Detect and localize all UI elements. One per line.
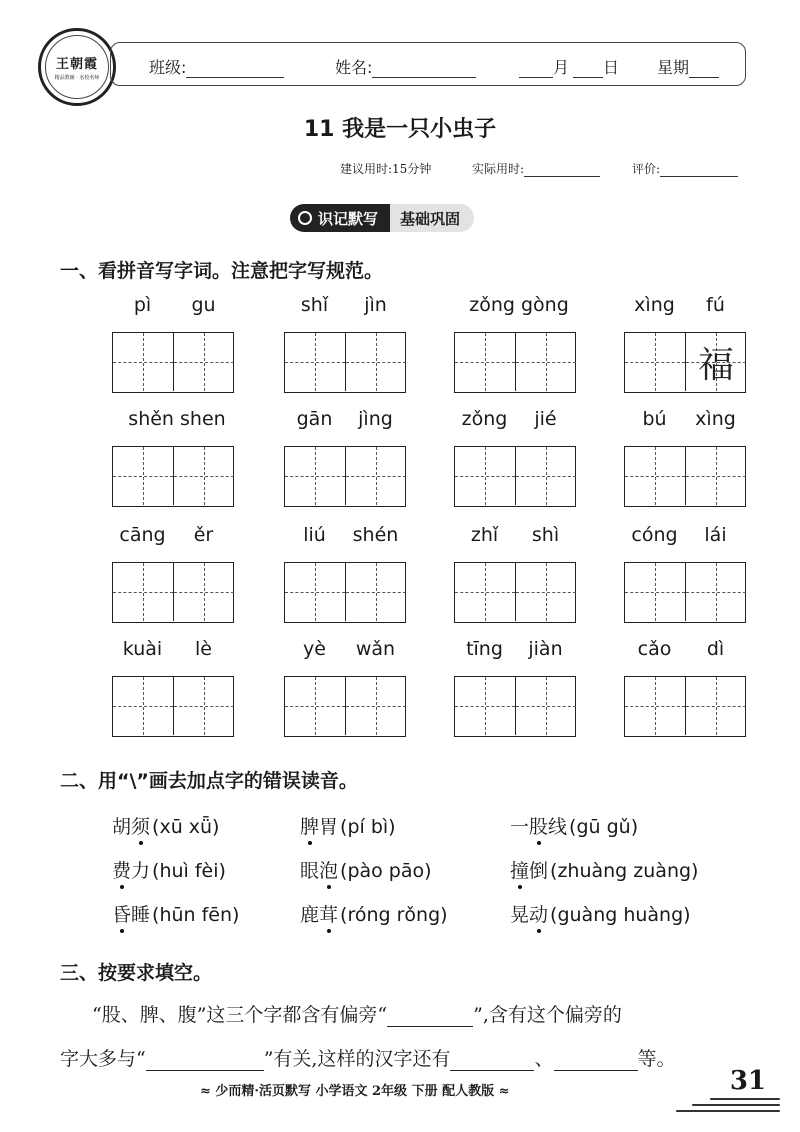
word-character: 线 xyxy=(548,816,568,838)
writing-box[interactable] xyxy=(284,332,406,393)
pinyin-label: lè xyxy=(195,638,212,660)
writing-box[interactable] xyxy=(284,676,406,737)
pronunciation-item xyxy=(300,900,448,927)
pinyin-options[interactable]: (xū xǖ) xyxy=(152,816,220,838)
dotted-character: 费 xyxy=(112,856,131,883)
tian-ge-cell[interactable] xyxy=(455,563,516,621)
tian-ge-cell[interactable] xyxy=(346,677,406,735)
pronunciation-item xyxy=(510,856,698,883)
pinyin-label: shǐ xyxy=(300,294,329,316)
q3-text-2d: 等。 xyxy=(637,1048,676,1070)
footer-wave xyxy=(676,1110,780,1112)
word-character: 晃 xyxy=(510,904,530,926)
pronunciation-item xyxy=(112,856,226,883)
pinyin-label: fú xyxy=(706,294,725,316)
pinyin-label: wǎn xyxy=(355,638,396,660)
pinyin-label: zhǐ xyxy=(470,524,499,546)
pronunciation-item xyxy=(112,900,239,927)
word-character: 鹿 xyxy=(300,904,320,926)
writing-box[interactable] xyxy=(454,676,576,737)
pinyin-options[interactable]: (zhuàng zuàng) xyxy=(550,860,699,882)
example-blank-1[interactable] xyxy=(450,1052,534,1071)
q3-text-1a: “股、脾、腹”这三个字都含有偏旁“ xyxy=(92,1004,388,1026)
writing-box[interactable] xyxy=(112,332,234,393)
tian-ge-cell[interactable] xyxy=(686,563,746,621)
month-label: 月 xyxy=(553,58,570,77)
tian-ge-cell[interactable] xyxy=(346,563,406,621)
tian-ge-cell[interactable] xyxy=(625,677,686,735)
pinyin-options[interactable]: (guàng huàng) xyxy=(550,904,691,926)
pinyin-label: shén xyxy=(352,524,399,546)
footer-wave xyxy=(692,1104,780,1106)
writing-box[interactable] xyxy=(112,562,234,623)
writing-box[interactable] xyxy=(454,446,576,507)
tian-ge-cell[interactable] xyxy=(625,333,686,391)
date-field[interactable] xyxy=(519,55,619,78)
writing-box[interactable] xyxy=(454,562,576,623)
tian-ge-cell[interactable] xyxy=(516,677,576,735)
tian-ge-cell[interactable] xyxy=(516,447,576,505)
class-field[interactable] xyxy=(149,55,284,78)
weekday-field[interactable] xyxy=(657,55,719,78)
pinyin-options[interactable]: (gū gǔ) xyxy=(569,816,639,838)
q3-line-2 xyxy=(60,1044,676,1071)
pinyin-label: yè xyxy=(303,638,326,660)
pinyin-options[interactable]: (róng rǒng) xyxy=(340,904,448,926)
tian-ge-cell[interactable] xyxy=(174,333,234,391)
pinyin-label: shěn shen xyxy=(128,408,226,430)
pill-dark-label: 识记默写 xyxy=(318,209,379,228)
q3-text-1b: ”,含有这个偏旁的 xyxy=(473,1004,622,1026)
actual-time-label: 实际用时: xyxy=(472,162,525,176)
radical-blank[interactable] xyxy=(387,1008,473,1027)
pinyin-options[interactable]: (huì fèi) xyxy=(152,860,226,882)
pinyin-label: jìng xyxy=(358,408,393,430)
pinyin-options[interactable]: (hūn fēn) xyxy=(152,904,240,926)
q3-text-2a: 字大多与“ xyxy=(60,1048,146,1070)
sample-character: 福 xyxy=(697,344,734,386)
pinyin-label: liú xyxy=(303,524,326,546)
tian-ge-cell[interactable] xyxy=(625,563,686,621)
tian-ge-cell[interactable] xyxy=(686,677,746,735)
pinyin-label: xìng xyxy=(634,294,675,316)
pinyin-label: zǒng gòng xyxy=(469,294,569,316)
tian-ge-cell[interactable] xyxy=(174,677,234,735)
class-label: 班级: xyxy=(149,58,187,77)
pinyin-options[interactable]: (pí bì) xyxy=(340,816,396,838)
tian-ge-cell[interactable] xyxy=(113,563,174,621)
writing-box[interactable] xyxy=(624,676,746,737)
writing-box[interactable] xyxy=(112,676,234,737)
meaning-blank[interactable] xyxy=(146,1052,264,1071)
logo-subtitle: 精品教辅 · 名校名师 xyxy=(54,75,100,81)
writing-box[interactable] xyxy=(112,446,234,507)
pronunciation-item xyxy=(300,812,396,839)
lesson-title: 11 我是一只小虫子 xyxy=(303,117,497,142)
tian-ge-cell[interactable] xyxy=(625,447,686,505)
name-label: 姓名: xyxy=(335,58,373,77)
word-character: 胃 xyxy=(319,816,339,838)
q3-heading: 三、按要求填空。 xyxy=(60,962,213,984)
suggested-time: 建议用时:15分钟 xyxy=(340,162,432,176)
tian-ge-cell[interactable] xyxy=(174,447,234,505)
dotted-character: 茸 xyxy=(319,900,338,927)
page-number: 31 xyxy=(729,1066,766,1096)
pinyin-label: lái xyxy=(704,524,727,546)
tian-ge-cell[interactable] xyxy=(113,677,174,735)
tian-ge-cell[interactable] xyxy=(455,333,516,391)
pronunciation-item xyxy=(300,856,432,883)
pinyin-options[interactable]: (pào pāo) xyxy=(340,860,432,882)
footer-wave xyxy=(710,1098,780,1100)
pronunciation-item xyxy=(510,812,638,839)
dotted-character: 昏 xyxy=(112,900,131,927)
pinyin-label: pì xyxy=(133,294,152,316)
dotted-character: 撞 xyxy=(510,856,529,883)
writing-box[interactable] xyxy=(624,562,746,623)
pronunciation-item xyxy=(112,812,219,839)
tian-ge-cell[interactable] xyxy=(686,333,746,391)
writing-box[interactable] xyxy=(284,446,406,507)
dotted-character: 股 xyxy=(529,812,548,839)
pinyin-label: gu xyxy=(191,294,216,316)
pinyin-label: cóng xyxy=(631,524,678,546)
q3-line-1 xyxy=(92,1000,622,1027)
tian-ge-cell[interactable] xyxy=(174,563,234,621)
pinyin-label: zǒng xyxy=(461,408,508,430)
section-pill xyxy=(290,204,474,232)
tian-ge-cell[interactable] xyxy=(113,447,174,505)
footer-text: ≈ 少而精·活页默写 小学语文 2年级 下册 配人教版 ≈ xyxy=(200,1084,510,1099)
pinyin-label: xìng xyxy=(695,408,736,430)
pinyin-label: jié xyxy=(534,408,557,430)
pinyin-label: jiàn xyxy=(528,638,563,660)
pronunciation-item xyxy=(510,900,691,927)
word-character: 倒 xyxy=(529,860,549,882)
pinyin-label: cāng xyxy=(119,524,166,546)
tian-ge-cell[interactable] xyxy=(113,333,174,391)
tian-ge-cell[interactable] xyxy=(285,563,346,621)
q1-heading: 一、看拼音写字词。注意把字写规范。 xyxy=(60,260,384,282)
dotted-character: 泡 xyxy=(319,856,338,883)
word-character: 睡 xyxy=(131,904,151,926)
pinyin-label: ěr xyxy=(193,524,214,546)
pinyin-label: tīng xyxy=(466,638,503,660)
example-blank-2[interactable] xyxy=(554,1052,638,1071)
tian-ge-cell[interactable] xyxy=(455,447,516,505)
writing-box[interactable] xyxy=(624,332,746,393)
word-character: 一 xyxy=(510,816,530,838)
dotted-character: 须 xyxy=(131,812,150,839)
tian-ge-cell[interactable] xyxy=(285,447,346,505)
q2-heading: 二、用“\”画去加点字的错误读音。 xyxy=(60,770,358,792)
tian-ge-cell[interactable] xyxy=(686,447,746,505)
q3-text-2c: 、 xyxy=(534,1048,554,1070)
word-character: 力 xyxy=(131,860,151,882)
dotted-character: 动 xyxy=(529,900,548,927)
tian-ge-cell[interactable] xyxy=(346,447,406,505)
tian-ge-cell[interactable] xyxy=(516,333,576,391)
tian-ge-cell[interactable] xyxy=(285,333,346,391)
writing-box[interactable] xyxy=(454,332,576,393)
word-character: 眼 xyxy=(300,860,320,882)
publisher-logo xyxy=(38,28,116,106)
dotted-character: 脾 xyxy=(300,812,319,839)
pinyin-label: jìn xyxy=(364,294,387,316)
pinyin-label: shì xyxy=(531,524,560,546)
word-character: 胡 xyxy=(112,816,132,838)
pinyin-label: gān xyxy=(296,408,333,430)
pinyin-label: cǎo xyxy=(637,638,672,660)
tian-ge-cell[interactable] xyxy=(346,333,406,391)
student-info-bar xyxy=(110,42,746,86)
weekday-label: 星期 xyxy=(657,58,690,77)
actual-time-field[interactable] xyxy=(472,160,600,177)
tian-ge-cell[interactable] xyxy=(285,677,346,735)
trophy-icon xyxy=(298,211,312,225)
q3-text-2b: ”有关,这样的汉字还有 xyxy=(263,1048,451,1070)
pinyin-label: kuài xyxy=(122,638,163,660)
writing-box[interactable] xyxy=(624,446,746,507)
pill-light-label: 基础巩固 xyxy=(400,209,461,228)
name-field[interactable] xyxy=(335,55,476,78)
tian-ge-cell[interactable] xyxy=(516,563,576,621)
pinyin-label: bú xyxy=(642,408,667,430)
rating-label: 评价: xyxy=(632,162,661,176)
rating-field[interactable] xyxy=(632,160,738,177)
logo-brand: 王朝霞 xyxy=(55,57,98,72)
tian-ge-cell[interactable] xyxy=(455,677,516,735)
writing-box[interactable] xyxy=(284,562,406,623)
pinyin-label: dì xyxy=(706,638,725,660)
day-label: 日 xyxy=(603,58,620,77)
